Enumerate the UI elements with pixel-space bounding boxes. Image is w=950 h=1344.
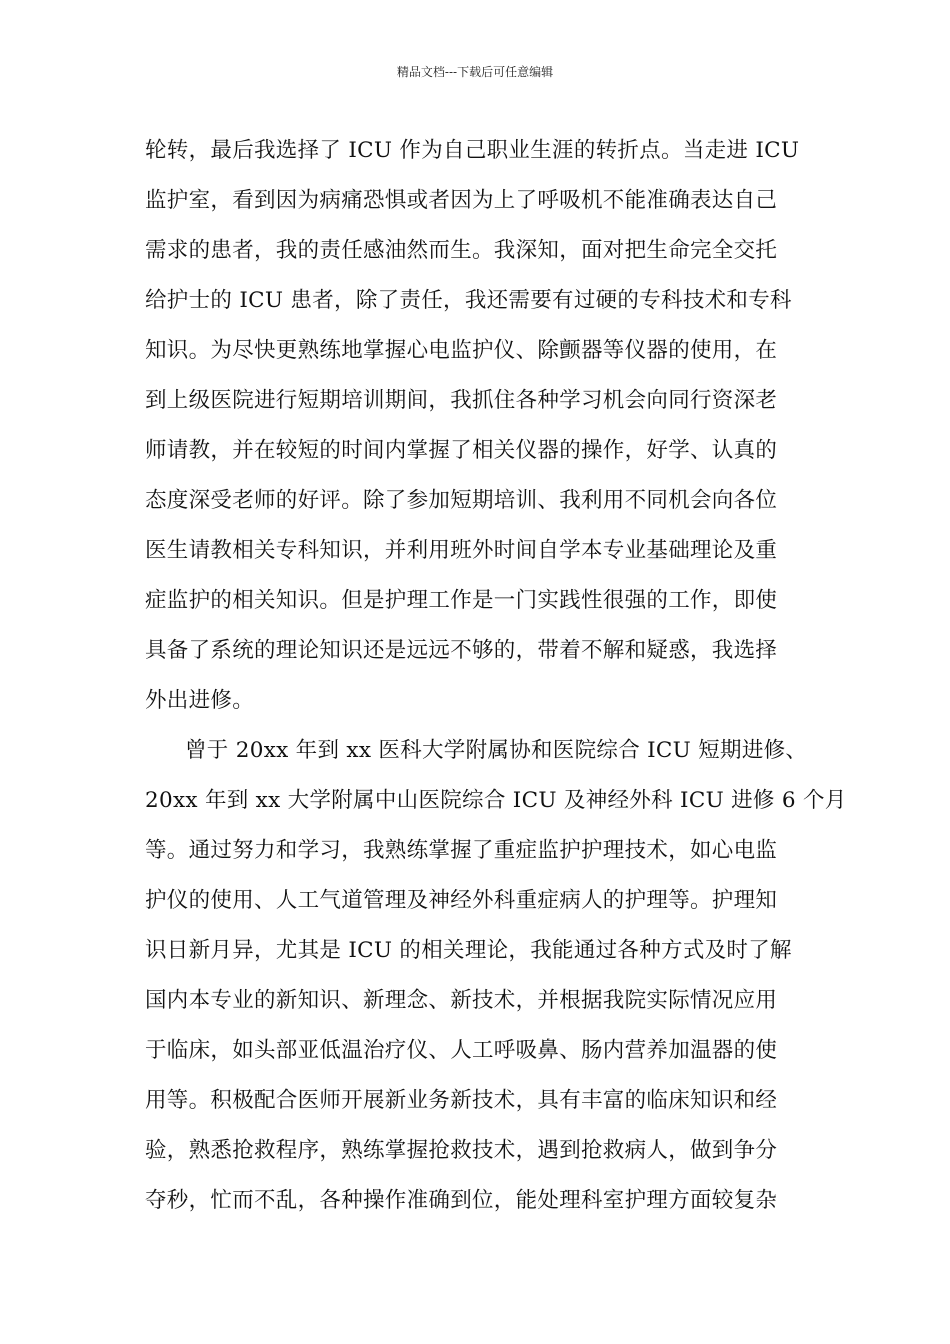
- text-line: 知识。为尽快更熟练地掌握心电监护仪、除颤器等仪器的使用，在: [145, 338, 778, 363]
- text-line: 轮转，最后我选择了 ICU 作为自己职业生涯的转折点。当走进 ICU: [145, 138, 800, 163]
- text-line: 师请教，并在较短的时间内掌握了相关仪器的操作，好学、认真的: [145, 438, 778, 463]
- paragraph-first-line: 曾于 20xx 年到 xx 医科大学附属协和医院综合 ICU 短期进修、: [185, 738, 808, 763]
- text-line: 护仪的使用、人工气道管理及神经外科重症病人的护理等。护理知: [145, 888, 778, 913]
- text-line: 监护室，看到因为病痛恐惧或者因为上了呼吸机不能准确表达自己: [145, 188, 778, 213]
- page-header: 精品文档---下载后可任意编辑: [396, 65, 554, 79]
- text-line: 验，熟悉抢救程序，熟练掌握抢救技术，遇到抢救病人，做到争分: [145, 1138, 778, 1163]
- text-line: 外出进修。: [145, 688, 255, 713]
- text-line: 夺秒，忙而不乱，各种操作准确到位，能处理科室护理方面较复杂: [145, 1188, 778, 1213]
- text-line: 用等。积极配合医师开展新业务新技术，具有丰富的临床知识和经: [145, 1088, 778, 1113]
- text-line: 给护士的 ICU 患者，除了责任，我还需要有过硬的专科技术和专科: [145, 288, 792, 313]
- text-line: 具备了系统的理论知识还是远远不够的，带着不解和疑惑，我选择: [145, 638, 778, 663]
- text-line: 到上级医院进行短期培训期间，我抓住各种学习机会向同行资深老: [145, 388, 778, 413]
- text-line: 20xx 年到 xx 大学附属中山医院综合 ICU 及神经外科 ICU 进修 6 个月: [145, 788, 847, 813]
- text-line: 态度深受老师的好评。除了参加短期培训、我利用不同机会向各位: [145, 488, 778, 513]
- text-line: 需求的患者，我的责任感油然而生。我深知，面对把生命完全交托: [145, 238, 778, 263]
- text-line: 症监护的相关知识。但是护理工作是一门实践性很强的工作，即使: [145, 588, 778, 613]
- text-line: 等。通过努力和学习，我熟练掌握了重症监护护理技术，如心电监: [145, 838, 778, 863]
- text-line: 识日新月异，尤其是 ICU 的相关理论，我能通过各种方式及时了解: [145, 938, 792, 963]
- text-line: 国内本专业的新知识、新理念、新技术，并根据我院实际情况应用: [145, 988, 778, 1013]
- text-line: 于临床，如头部亚低温治疗仪、人工呼吸鼻、肠内营养加温器的使: [145, 1038, 778, 1063]
- text-line: 医生请教相关专科知识，并利用班外时间自学本专业基础理论及重: [145, 538, 778, 563]
